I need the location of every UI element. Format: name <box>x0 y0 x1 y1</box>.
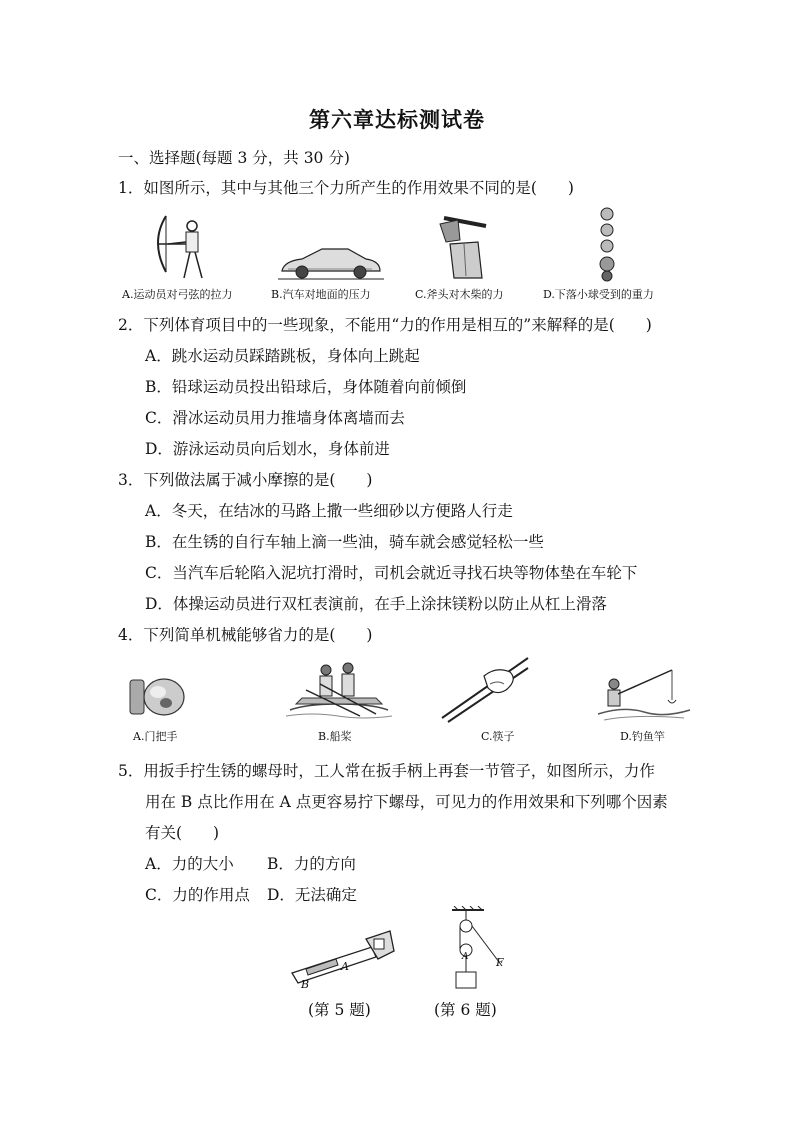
rowing-figure <box>286 660 392 720</box>
page-title: 第六章达标测试卷 <box>309 107 485 132</box>
q4-caption-b: B.船桨 <box>318 730 352 743</box>
q3-option-c: C．当汽车后轮陷入泥坑打滑时，司机会就近寻找石块等物体垫在车轮下 <box>145 564 638 582</box>
q4-caption-a: A.门把手 <box>133 730 178 743</box>
archer-figure <box>148 212 210 282</box>
q4-caption-d: D.钓鱼竿 <box>620 730 665 743</box>
question-5-line-2: 用在 B 点比作用在 A 点更容易拧下螺母，可见力的作用效果和下列哪个因素 <box>145 793 668 811</box>
q2-option-d: D．游泳运动员向后划水，身体前进 <box>145 440 390 458</box>
question-5-line-1: 5．用扳手拧生锈的螺母时，工人常在扳手柄上再套一节管子，如图所示，力作 <box>118 762 655 780</box>
q5-option-b: B．力的方向 <box>267 855 356 873</box>
q5-option-c: C．力的作用点 <box>145 886 250 904</box>
question-5-line-3: 有关( ) <box>145 824 220 842</box>
q3-option-b: B．在生锈的自行车轴上滴一些油，骑车就会感觉轻松一些 <box>145 533 544 551</box>
q2-option-a: A．跳水运动员踩踏跳板，身体向上跳起 <box>145 347 420 365</box>
q5-option-a: A．力的大小 <box>145 855 234 873</box>
q1-caption-a: A.运动员对弓弦的拉力 <box>122 288 233 301</box>
figure-5-caption: (第 5 题) <box>308 1001 371 1019</box>
falling-ball-figure <box>596 206 618 282</box>
car-figure <box>278 245 384 281</box>
q2-option-b: B．铅球运动员投出铅球后，身体随着向前倾倒 <box>145 378 467 396</box>
question-2-stem: 2．下列体育项目中的一些现象，不能用“力的作用是相互的”来解释的是( ) <box>118 316 652 334</box>
q1-caption-d: D.下落小球受到的重力 <box>543 288 654 301</box>
q4-caption-c: C.筷子 <box>481 730 515 743</box>
q3-option-d: D．体操运动员进行双杠表演前，在手上涂抹镁粉以防止从杠上滑落 <box>145 595 607 613</box>
pulley-point-a: A <box>462 952 469 962</box>
door-handle-figure <box>128 672 188 722</box>
q1-caption-b: B.汽车对地面的压力 <box>271 288 371 301</box>
q3-option-a: A．冬天，在结冰的马路上撒一些细砂以方便路人行走 <box>145 502 513 520</box>
question-4-stem: 4．下列简单机械能够省力的是( ) <box>118 626 373 644</box>
wrench-point-a: A <box>341 960 349 973</box>
q5-option-d: D．无法确定 <box>267 886 357 904</box>
section-heading: 一、选择题(每题 3 分，共 30 分) <box>118 149 350 167</box>
q2-option-c: C．滑冰运动员用力推墙身体离墙而去 <box>145 409 405 427</box>
question-1-stem: 1．如图所示，其中与其他三个力所产生的作用效果不同的是( ) <box>118 179 574 197</box>
pulley-force-f: F <box>496 956 504 969</box>
pulley-figure <box>446 906 516 990</box>
chopsticks-figure <box>436 654 532 724</box>
question-3-stem: 3．下列做法属于减小摩擦的是( ) <box>118 471 373 489</box>
figure-6-caption: (第 6 题) <box>434 1001 497 1019</box>
axe-figure <box>436 210 492 280</box>
fishing-rod-figure <box>594 660 694 724</box>
wrench-point-b: B <box>301 978 310 991</box>
q1-caption-c: C.斧头对木柴的力 <box>415 288 504 301</box>
